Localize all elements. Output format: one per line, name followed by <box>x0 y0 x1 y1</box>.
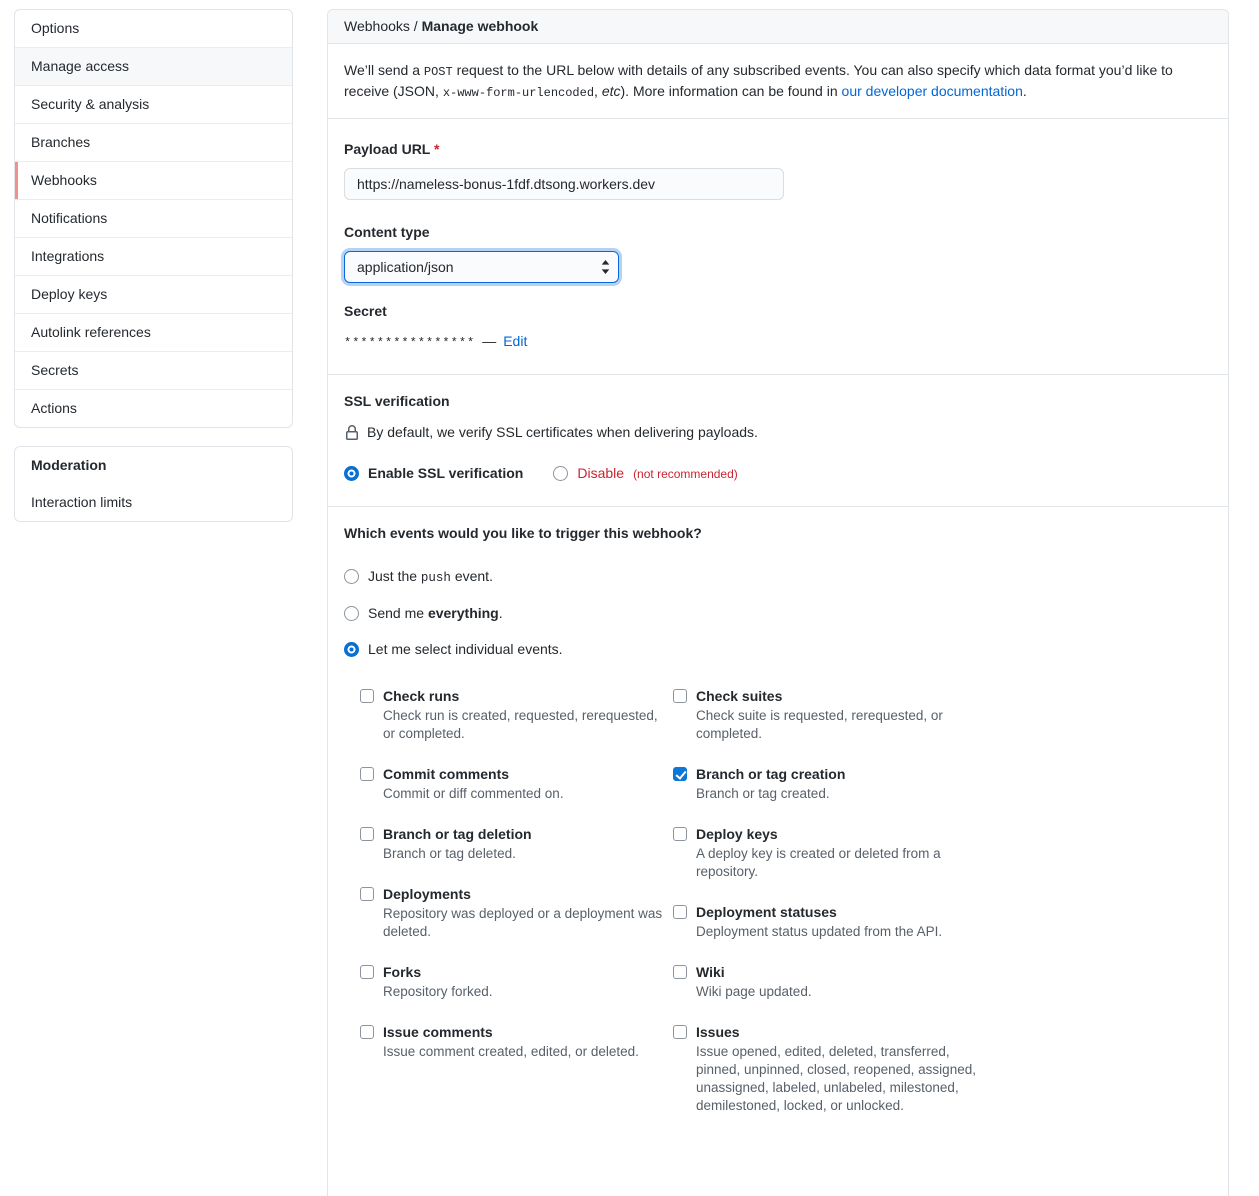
event-label: Issue comments <box>383 1023 493 1040</box>
required-asterisk: * <box>434 141 440 157</box>
event-label: Issues <box>696 1023 740 1040</box>
sidebar-item-actions[interactable]: Actions <box>15 389 292 427</box>
developer-documentation-link[interactable]: our developer documentation <box>841 83 1023 99</box>
event-checkbox-grid <box>360 686 1212 1136</box>
disable-ssl-label: Disable <box>577 465 625 481</box>
sidebar-item-options[interactable]: Options <box>31 20 80 36</box>
disable-ssl-radio[interactable] <box>553 466 568 481</box>
sidebar-item-manage-access[interactable]: Manage access <box>15 47 292 85</box>
event-label: Branch or tag creation <box>696 765 846 782</box>
event-description: Issue opened, edited, deleted, transferred, pinned, unpinned, closed, reopened, assigned, unassigned, labeled, unlabeled, milestoned, demilestoned, locked, or unlocked. <box>696 1043 976 1113</box>
event-description: Branch or tag deleted. <box>383 845 516 861</box>
ssl-radio-group <box>344 463 1212 484</box>
event-item-deployment-statuses[interactable] <box>673 902 986 941</box>
content-type-label: Content type <box>344 224 430 240</box>
intro-text: We’ll send a POST request to the URL below with details of any subscribed events. You can also specify which data format you’d like to receive (JSON, x-www-form-urlencoded, etc). More information can be found in our developer documentation. <box>344 62 1173 100</box>
intro-section <box>328 44 1228 119</box>
secret-dash: — <box>482 332 497 349</box>
event-item-issue-comments[interactable] <box>360 1022 673 1061</box>
ssl-note-text: By default, we verify SSL certificates when delivering payloads. <box>367 424 758 440</box>
event-item-check-suites[interactable] <box>673 686 986 743</box>
sidebar-item-autolink-references[interactable]: Autolink references <box>15 313 292 351</box>
sidebar-item-integrations[interactable]: Integrations <box>15 237 292 275</box>
settings-nav-main <box>14 9 293 428</box>
breadcrumb-separator: / <box>409 18 422 34</box>
event-label: Check runs <box>383 687 460 704</box>
checkbox-branch-or-tag-creation[interactable] <box>673 767 687 781</box>
event-label: Wiki <box>696 963 725 980</box>
event-item-check-runs[interactable] <box>360 686 673 743</box>
event-description: Branch or tag created. <box>696 785 830 801</box>
sidebar-item-secrets[interactable]: Secrets <box>15 351 292 389</box>
just-push-radio[interactable] <box>344 569 359 584</box>
urlencoded-code: x-www-form-urlencoded <box>442 86 595 100</box>
moderation-nav-box <box>14 446 293 522</box>
secret-edit-link[interactable]: Edit <box>503 332 528 349</box>
event-item-branch-or-tag-creation[interactable] <box>673 764 986 803</box>
disable-ssl-option[interactable] <box>553 463 737 484</box>
event-label: Deploy keys <box>696 825 778 842</box>
event-description: Repository was deployed or a deployment was deleted. <box>383 905 663 939</box>
select-individual-label: Let me select individual events. <box>368 640 563 657</box>
event-item-forks[interactable] <box>360 962 673 1001</box>
secret-label: Secret <box>344 303 387 319</box>
event-description: A deploy key is created or deleted from a repository. <box>696 845 941 879</box>
event-item-commit-comments[interactable] <box>360 764 673 803</box>
select-individual-option[interactable] <box>344 639 1212 660</box>
event-item-wiki[interactable] <box>673 962 986 1001</box>
event-item-deployments[interactable] <box>360 884 673 941</box>
secret-row <box>344 330 1212 352</box>
event-label: Check suites <box>696 687 783 704</box>
event-item-branch-or-tag-deletion[interactable] <box>360 824 673 863</box>
select-individual-radio[interactable] <box>344 642 359 657</box>
just-push-option[interactable]: Just the push event. <box>344 566 1212 588</box>
events-column-right <box>673 686 986 1136</box>
sidebar-item-deploy-keys[interactable]: Deploy keys <box>15 275 292 313</box>
event-item-issues[interactable] <box>673 1022 986 1115</box>
settings-sidebar <box>14 9 293 540</box>
payload-url-input[interactable] <box>344 168 784 200</box>
event-description: Repository forked. <box>383 983 493 999</box>
event-label: Deployment statuses <box>696 903 837 920</box>
breadcrumb-webhooks-link[interactable]: Webhooks <box>344 18 410 34</box>
checkbox-check-runs[interactable] <box>360 689 374 703</box>
secret-masked-value: **************** <box>344 336 476 350</box>
sidebar-item-branches[interactable]: Branches <box>15 123 292 161</box>
event-description: Wiki page updated. <box>696 983 812 999</box>
checkbox-check-suites[interactable] <box>673 689 687 703</box>
ssl-heading: SSL verification <box>344 393 450 409</box>
event-item-deploy-keys[interactable] <box>673 824 986 881</box>
payload-url-label: Payload URL * <box>344 141 440 157</box>
page-title: Manage webhook <box>421 18 539 34</box>
event-label: Deployments <box>383 885 471 902</box>
breadcrumb <box>328 10 1228 44</box>
send-everything-radio[interactable] <box>344 606 359 621</box>
event-description: Issue comment created, edited, or deleted. <box>383 1043 639 1059</box>
checkbox-commit-comments[interactable] <box>360 767 374 781</box>
settings-nav-moderation <box>15 484 292 521</box>
enable-ssl-option[interactable] <box>344 463 523 484</box>
checkbox-deploy-keys[interactable] <box>673 827 687 841</box>
checkbox-issue-comments[interactable] <box>360 1025 374 1039</box>
post-code: POST <box>423 65 453 79</box>
moderation-section-header: Moderation <box>31 457 107 473</box>
checkbox-issues[interactable] <box>673 1025 687 1039</box>
checkbox-wiki[interactable] <box>673 965 687 979</box>
event-label: Commit comments <box>383 765 510 782</box>
sidebar-item-security-analysis[interactable]: Security & analysis <box>15 85 292 123</box>
webhook-form-section <box>328 119 1228 375</box>
enable-ssl-radio[interactable] <box>344 466 359 481</box>
event-description: Check run is created, requested, rerequested, or completed. <box>383 707 658 741</box>
event-label: Forks <box>383 963 422 980</box>
send-everything-option[interactable]: Send me everything. <box>344 603 1212 624</box>
sidebar-item-notifications[interactable]: Notifications <box>15 199 292 237</box>
sidebar-item-interaction-limits[interactable]: Interaction limits <box>31 494 133 510</box>
event-trigger-radio-group <box>344 566 1212 660</box>
enable-ssl-label: Enable SSL verification <box>368 465 524 481</box>
lock-icon <box>344 425 360 441</box>
content-type-select-wrap <box>344 251 619 283</box>
events-section <box>328 507 1228 1196</box>
events-column-left <box>360 686 673 1136</box>
events-question: Which events would you like to trigger this webhook? <box>344 525 702 541</box>
ssl-note-row <box>344 422 1212 443</box>
event-label: Branch or tag deletion <box>383 825 532 842</box>
sidebar-item-webhooks[interactable]: Webhooks <box>15 161 292 199</box>
checkbox-deployments[interactable] <box>360 887 374 901</box>
checkbox-forks[interactable] <box>360 965 374 979</box>
checkbox-deployment-statuses[interactable] <box>673 905 687 919</box>
disable-ssl-note: (not recommended) <box>633 466 738 481</box>
event-description: Commit or diff commented on. <box>383 785 564 801</box>
ssl-verification-section <box>328 375 1228 507</box>
event-description: Check suite is requested, rerequested, or completed. <box>696 707 943 741</box>
event-description: Deployment status updated from the API. <box>696 923 943 939</box>
manage-webhook-panel <box>327 9 1229 1196</box>
content-type-select[interactable] <box>344 251 619 283</box>
checkbox-branch-or-tag-deletion[interactable] <box>360 827 374 841</box>
